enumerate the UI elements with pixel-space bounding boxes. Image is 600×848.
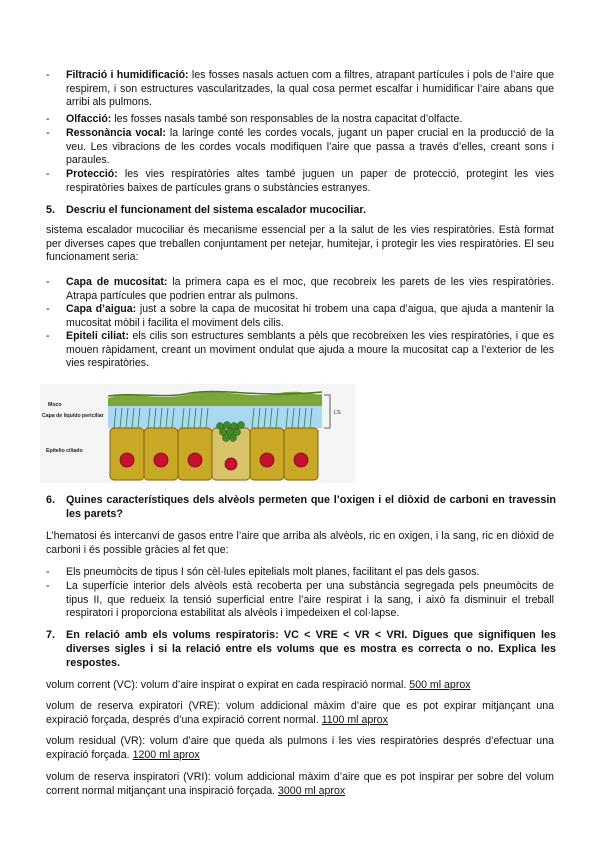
list-item-ressonancia: Ressonància vocal: la laringe conté les cordes vocals, jugant un paper crucial en la producció de la veu. Les vibracions de les cordes vocals modifiquen l’aire que passa a través d’elles, creant sons i paraules.	[66, 127, 554, 167]
q7-volume-vc: volum corrent (VC): volum d’aire inspirat o expirat en cada respiració normal. 500 ml aprox	[46, 679, 471, 691]
question-5-title: Descriu el funcionament del sistema escalador mucociliar.	[66, 204, 367, 216]
question-number: 7.	[46, 629, 56, 641]
label-moco: Moco	[48, 402, 62, 408]
list-dash: -	[46, 276, 50, 288]
q6-item-superficie: La superfície interior dels alvèols està recoberta per una substància segregada pels pneumòcits de tipus II, que redueix la tensió superficial entre l’aire respirat i la sang, i això fa disminuir el treball respiratori i proporciona estabilitat als alvèols i impedeixen el col·lapse.	[66, 580, 554, 620]
question-7-title: En relació amb els volums respiratoris: VC < VRE < VR < VRI. Digues que signifiquen les diverses sigles i si la relació entre els volums que es mostra es correcta o no. Explica les respostes.	[66, 629, 556, 669]
list-dash: -	[46, 113, 50, 125]
label-liquid: Capa de líquido periciliar	[42, 413, 104, 419]
q6-intro: L’hematosi és intercanvi de gasos entre l’aire que arriba als alvèols, ric en oxigen, i la sang, ric en diòxid de carboni i és possible gràcies al fet que:	[46, 530, 554, 556]
q5-item-epiteli: Epiteli ciliat: els cilis son estructures semblants a pèls que recobreixen les vies respiratòries, i que es mouen ràpidament, creant un moviment ondulat que ajuda a moure la mucositat cap a l’exterior de les vies respiratòries.	[66, 330, 554, 370]
list-dash: -	[46, 566, 50, 578]
list-dash: -	[46, 303, 50, 315]
list-dash: -	[46, 580, 50, 592]
list-item-olfaccio: Olfacció: les fosses nasals també son responsables de la nostra capacitat d’olfacte.	[66, 113, 463, 125]
label-ls: LS	[334, 410, 341, 416]
q6-item-pneumocits-1: Els pneumòcits de tipus I són cèl·lules epitelials molt planes, facilitant el pas dels gasos.	[66, 566, 480, 578]
question-6-title: Quines característiques dels alvèols permeten que l’oxigen i el diòxid de carboni en travessin les parets?	[66, 494, 556, 520]
epithelial-cells	[110, 428, 318, 480]
mucociliary-figure	[40, 384, 355, 483]
question-number: 6.	[46, 494, 56, 506]
q7-volume-vre: volum de reserva expiratori (VRE): volum addicional màxim d’aire que es pot expirar mitjançant una expiració forçada, després d’una expiració corrent normal. 1100 ml aprox	[46, 700, 554, 726]
q5-item-mucositat: Capa de mucositat: la primera capa es el moc, que recobreix les parets de les vies respiratòries. Atrapa partícules que podrien entrar als pulmons.	[66, 276, 555, 302]
q5-item-aigua: Capa d’aigua: just a sobre la capa de mucositat hi trobem una capa d’aigua, que ajuda a mantenir la mucositat mòbil i facilita el moviment dels cilis.	[66, 303, 554, 329]
list-item-proteccio: Protecció: les vies respiratòries altes també juguen un paper de protecció, protegint les vies respiratòries baixes de partícules grans o substàncies estranyes.	[66, 168, 554, 194]
list-dash: -	[46, 330, 50, 342]
q7-volume-vri: volum de reserva inspiratori (VRI): volum addicional màxim d’aire que es pot inspirar per sobre del volum corrent normal mitjançant una inspiració forçada. 3000 ml aprox	[46, 771, 554, 797]
list-dash: -	[46, 168, 50, 180]
list-item-filtracio: Filtració i humidificació: les fosses nasals actuen com a filtres, atrapant partícules i pols de l’aire que respirem, i son estructures vascularitzades, la qual cosa permet escalfar i humidificar l’aire abans que arribi als pulmons.	[66, 69, 555, 109]
list-dash: -	[46, 127, 50, 139]
question-number: 5.	[46, 204, 56, 216]
label-epitelio: Epitelio ciliado	[46, 448, 83, 454]
q5-intro: sistema escalador mucociliar és mecanisme essencial per a la salut de les vies respiratòries. Està format per diverses capes que treballen conjuntament per netejar, humitejar, i protegir les vies respiratòries. El seu funcionament seria:	[46, 224, 554, 264]
q7-volume-vr: volum residual (VR): volum d’aire que queda als pulmons i les vies respiratòries després d’efectuar una expiració forçada. 1200 ml aprox	[46, 735, 554, 761]
list-dash: -	[46, 69, 50, 81]
